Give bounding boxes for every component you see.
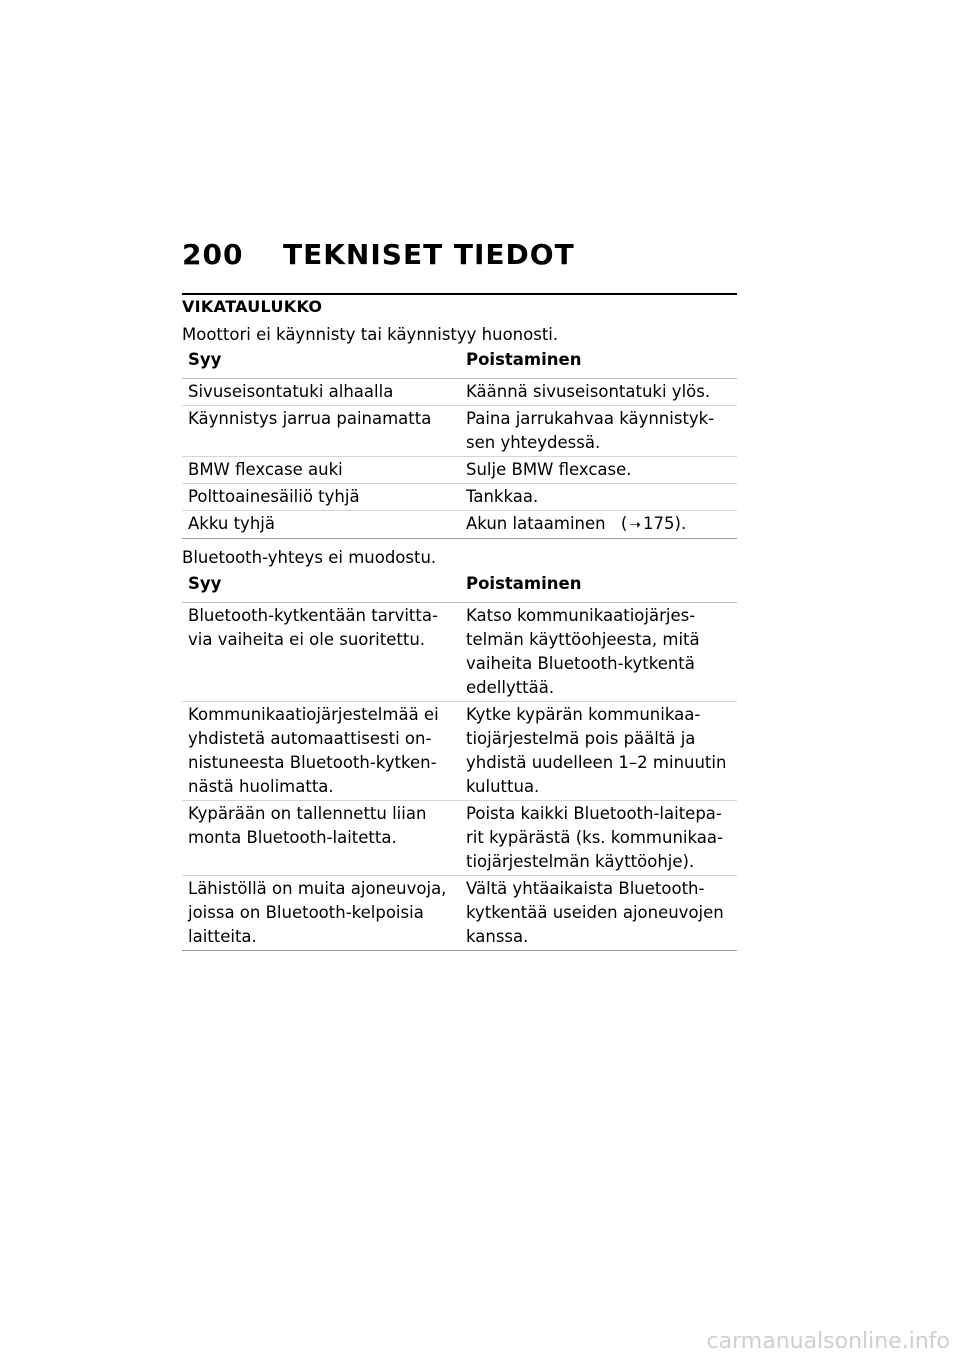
cause-cell: Kommunikaatiojärjestelmää ei yhdistetä automaattisesti on- nistuneesta Bluetooth-kytken- nästä huolimatta. <box>188 705 439 796</box>
column-header-fix: Poistaminen <box>466 350 582 369</box>
table-row <box>182 484 737 511</box>
table-2 <box>182 572 737 951</box>
table-row <box>182 603 737 702</box>
cause-cell: Kypärään on tallennettu liian monta Bluetooth-laitetta. <box>188 804 427 847</box>
page-number: 200 <box>182 238 244 271</box>
cause-cell: Lähistöllä on muita ajoneuvoja, joissa on Bluetooth-kelpoisia laitteita. <box>188 879 447 946</box>
cause-cell: Sivuseisontatuki alhaalla <box>188 382 394 401</box>
fix-cell <box>460 512 737 537</box>
table-header <box>182 572 737 603</box>
fix-cell: Käännä sivuseisontatuki ylös. <box>466 382 711 401</box>
cause-cell: Akku tyhjä <box>188 514 275 533</box>
table-row <box>182 801 737 876</box>
table-2-intro: Bluetooth-yhteys ei muodostu. <box>182 548 437 567</box>
fix-cell: Katso kommunikaatiojärjes- telmän käyttöohjeesta, mitä vaiheita Bluetooth-kytkentä edellyttää. <box>466 606 700 697</box>
table-1-intro: Moottori ei käynnisty tai käynnistyy huonosti. <box>182 325 559 344</box>
fix-cell: Tankkaa. <box>466 487 539 506</box>
cause-cell: Käynnistys jarrua painamatta <box>188 409 432 428</box>
fix-cell: Sulje BMW flexcase. <box>466 460 632 479</box>
table-row <box>182 406 737 457</box>
cause-cell: Polttoainesäiliö tyhjä <box>188 487 360 506</box>
column-header-cause: Syy <box>188 574 222 593</box>
section-heading: VIKATAULUKKO <box>182 297 323 316</box>
page-ref[interactable] <box>611 514 686 533</box>
footer-watermark: carmanualsonline.info <box>706 1329 950 1354</box>
ref-open: ( <box>620 514 628 533</box>
table-row <box>182 876 737 951</box>
fix-text: Akun lataaminen <box>466 514 606 533</box>
column-header-cause: Syy <box>188 350 222 369</box>
arrow-right-icon: ➝ <box>629 517 642 533</box>
table-row <box>182 457 737 484</box>
ref-page: 175). <box>643 514 687 533</box>
fix-cell: Vältä yhtäaikaista Bluetooth- kytkentää useiden ajoneuvojen kanssa. <box>466 879 724 946</box>
cause-cell: BMW flexcase auki <box>188 460 343 479</box>
table-row <box>182 511 737 539</box>
table-header <box>182 348 737 379</box>
column-header-fix: Poistaminen <box>466 574 582 593</box>
fix-cell: Paina jarrukahvaa käynnistyk- sen yhteydessä. <box>466 409 715 452</box>
chapter-title: TEKNISET TIEDOT <box>283 238 575 271</box>
fix-cell: Poista kaikki Bluetooth-laitepa- rit kypärästä (ks. kommunikaa- tiojärjestelmän käyttöohje). <box>466 804 723 871</box>
table-row <box>182 379 737 406</box>
table-1 <box>182 348 737 539</box>
fix-cell: Kytke kypärän kommunikaa- tiojärjestelmä pois päältä ja yhdistä uudelleen 1–2 minuutin kuluttua. <box>466 705 727 796</box>
section-rule <box>182 293 737 295</box>
cause-cell: Bluetooth-kytkentään tarvitta- via vaiheita ei ole suoritettu. <box>188 606 438 649</box>
table-row <box>182 702 737 801</box>
